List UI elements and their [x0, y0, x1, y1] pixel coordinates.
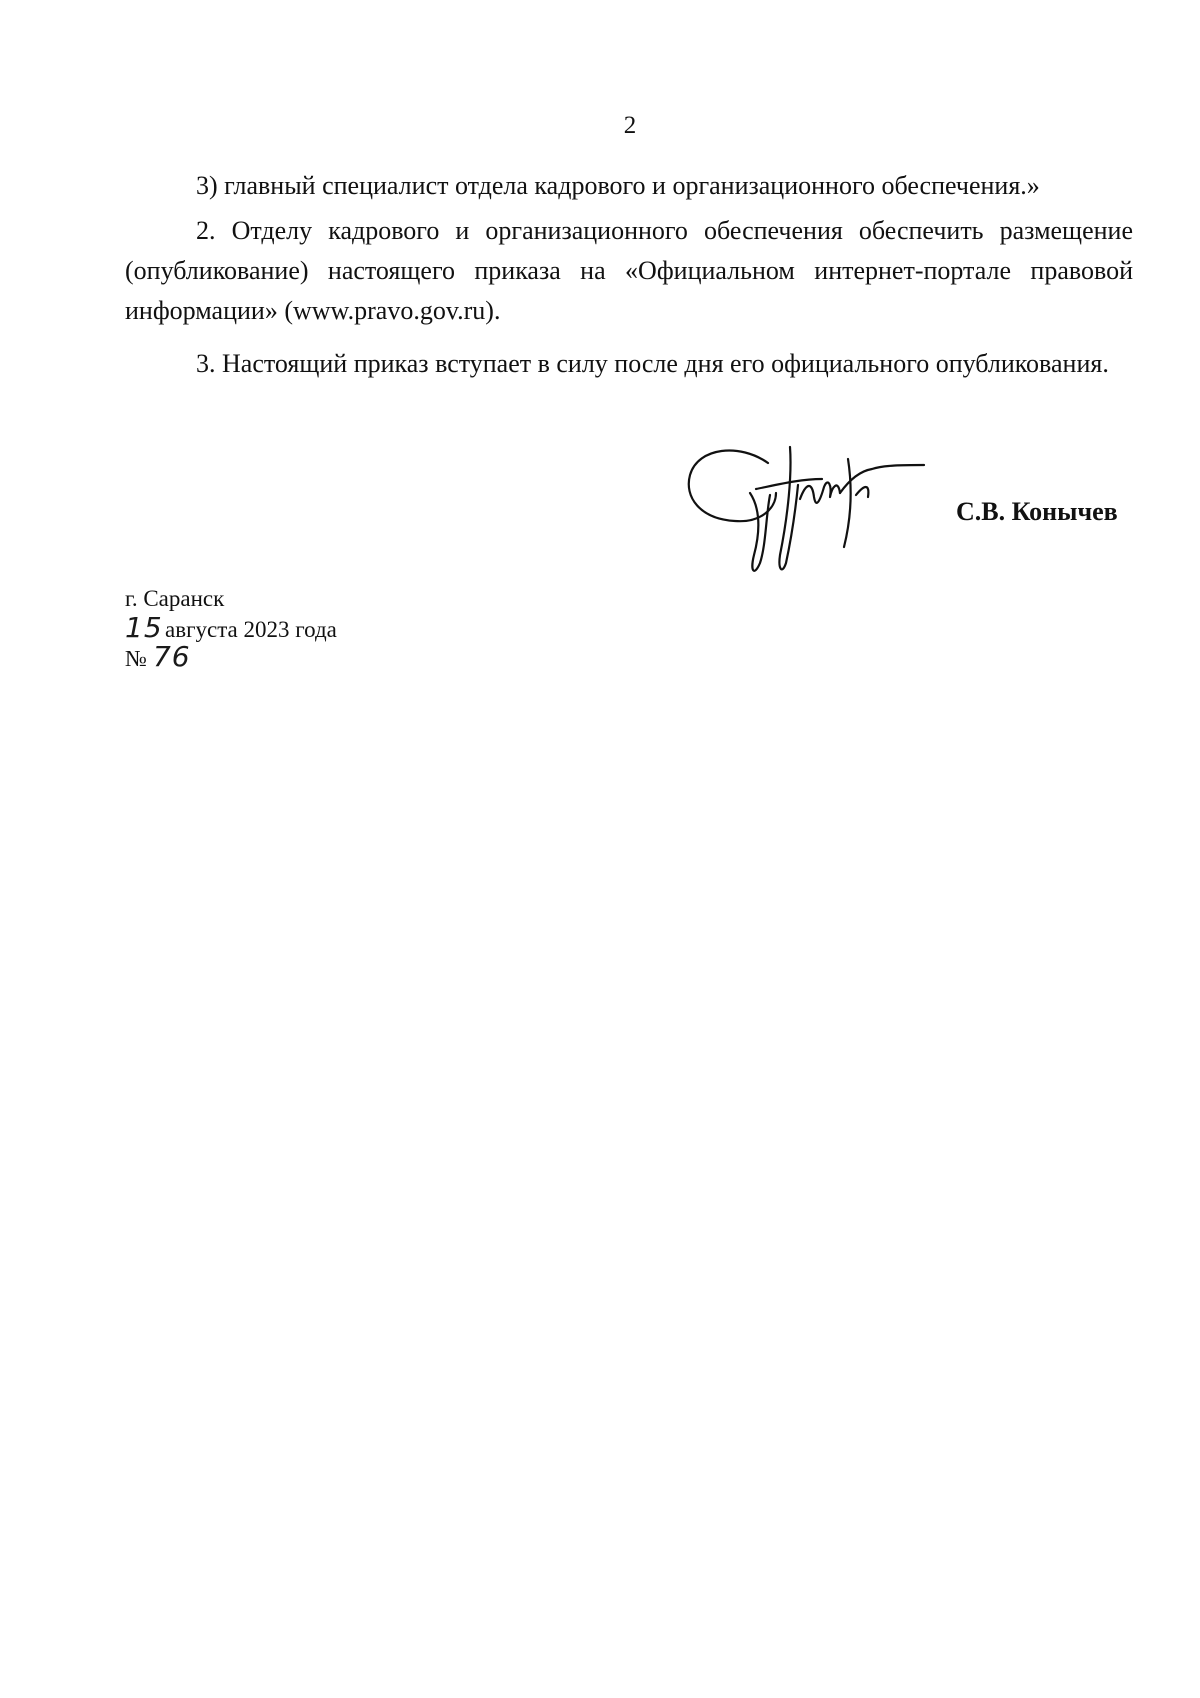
number-label: № [125, 646, 147, 671]
number-line [125, 642, 337, 671]
month-year: августа 2023 года [165, 617, 337, 642]
paragraph-text: 3. Настоящий приказ вступает в силу после дня его официального опубликования. [196, 349, 1109, 378]
place-date-block [125, 584, 337, 671]
handwritten-day: 15 [125, 611, 163, 644]
handwritten-signature [680, 435, 980, 595]
city: г. Саранск [125, 586, 225, 611]
signature-block [680, 435, 1140, 595]
signer-name: С.В. Конычев [956, 497, 1118, 526]
city-line [125, 584, 337, 613]
paragraph-text: 3) главный специалист отдела кадрового и организационного обеспечения.» [196, 171, 1040, 200]
paragraph-publication [125, 211, 1133, 331]
paragraph-item-3 [125, 166, 1133, 206]
page-number: 2 [623, 112, 637, 139]
handwritten-number: 76 [152, 640, 191, 673]
paragraph-effective-date [125, 344, 1133, 384]
date-line [125, 613, 337, 642]
paragraph-text: 2. Отделу кадрового и организационного обеспечения обеспечить размещение (опубликование) настоящего приказа на «Официальном интернет-портале правовой информации» (www.pravo.gov.ru). [125, 216, 1133, 325]
